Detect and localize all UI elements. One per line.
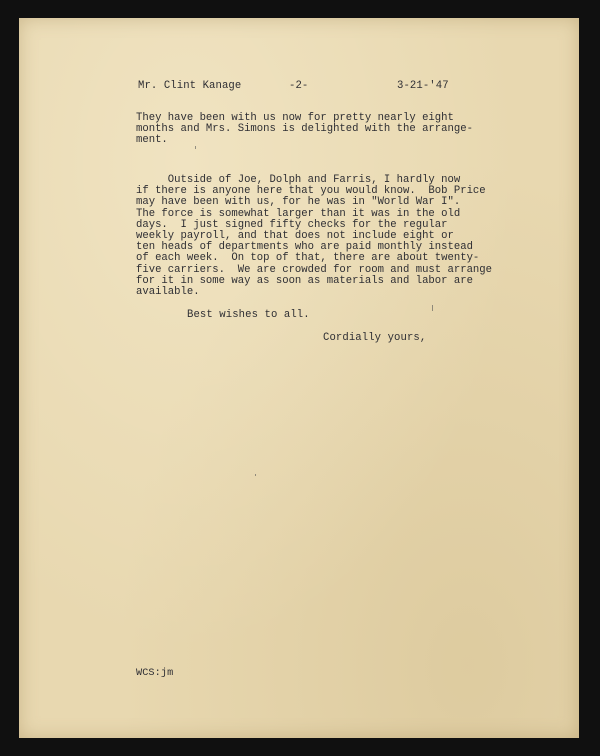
- paragraph-line: five carriers. We are crowded for room and must arrange: [136, 263, 493, 276]
- paragraph-line: for it in some way as soon as materials and labor are: [136, 274, 473, 287]
- paper-speck: [255, 474, 256, 476]
- paragraph-line: weekly payroll, and that does not include eight or: [136, 229, 454, 242]
- paragraph-line: if there is anyone here that you would know. Bob Price: [136, 185, 486, 198]
- paragraph-line: The force is somewhat larger than it was in the old: [136, 207, 461, 220]
- page-number: -2-: [289, 80, 309, 92]
- paragraph-line: may have been with us, for he was in "World War I".: [136, 196, 461, 209]
- paragraph-line: They have been with us now for pretty nearly eight: [136, 112, 454, 124]
- typist-initials: WCS:jm: [136, 668, 174, 679]
- letter-date: 3-21-'47: [397, 80, 449, 92]
- paragraph-line: of each week. On top of that, there are about twenty-: [136, 252, 480, 265]
- paragraph-line: months and Mrs. Simons is delighted with the arrange-: [136, 123, 473, 136]
- paper-speck: [432, 305, 433, 311]
- closing-wishes: Best wishes to all.: [187, 309, 310, 321]
- paper-speck: [195, 146, 196, 149]
- paragraph-line: ten heads of departments who are paid monthly instead: [136, 241, 473, 254]
- paragraph-1: [136, 113, 473, 147]
- letter-page: [19, 18, 579, 738]
- paragraph-2: [136, 175, 492, 298]
- paragraph-line: ment.: [136, 134, 168, 147]
- paragraph-line: available.: [136, 285, 200, 298]
- paragraph-line: days. I just signed fifty checks for the regular: [136, 218, 448, 231]
- paragraph-line: Outside of Joe, Dolph and Farris, I hardly now: [136, 174, 461, 186]
- sign-off: Cordially yours,: [323, 332, 427, 344]
- recipient-name: Mr. Clint Kanage: [138, 80, 242, 92]
